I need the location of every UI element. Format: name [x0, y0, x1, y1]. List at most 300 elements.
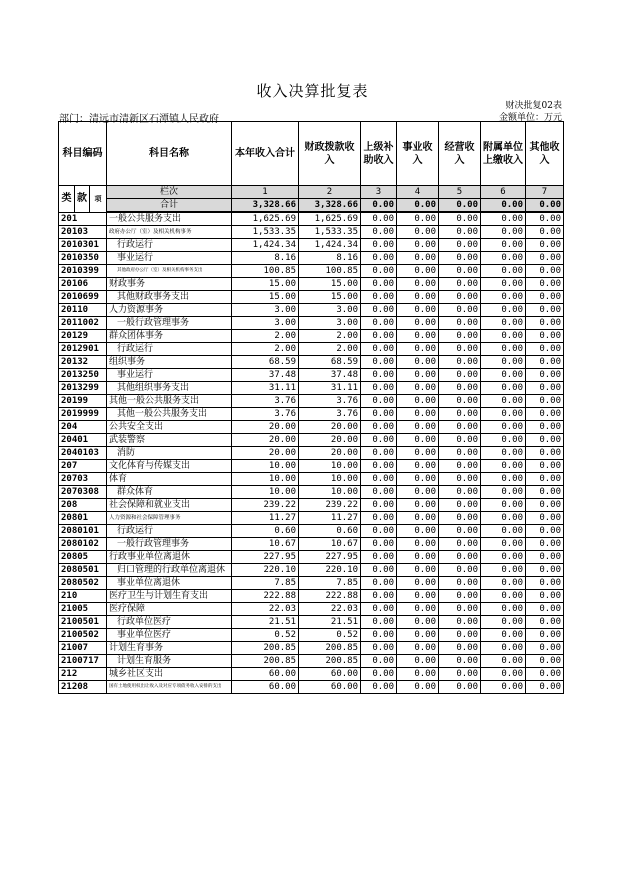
amount-cell: 0.00 [361, 473, 397, 486]
table-row [59, 642, 564, 655]
amount-cell: 0.00 [397, 577, 439, 590]
amount-cell: 100.85 [299, 265, 361, 278]
col-number: 2 [299, 186, 361, 199]
subject-name: 事业单位医疗 [107, 629, 232, 642]
amount-cell: 0.00 [481, 512, 526, 525]
subject-name: 财政事务 [107, 278, 232, 291]
table-row [59, 356, 564, 369]
header-xiang: 项 [90, 186, 107, 213]
amount-cell: 0.00 [439, 642, 481, 655]
amount-cell: 0.00 [361, 382, 397, 395]
amount-cell: 0.00 [361, 616, 397, 629]
subject-name: 其他政府办公厅（室）及相关机构事务支出 [107, 265, 232, 278]
subject-name: 国有土地使用权出让收入及对应专项债务收入安排的支出 [107, 681, 232, 694]
subject-name: 事业运行 [107, 252, 232, 265]
amount-cell: 239.22 [232, 499, 299, 512]
amount-cell: 10.67 [232, 538, 299, 551]
amount-cell: 0.00 [526, 330, 564, 343]
amount-cell: 0.00 [481, 655, 526, 668]
amount-cell: 0.00 [361, 317, 397, 330]
table-row [59, 343, 564, 356]
table-row [59, 499, 564, 512]
subject-name: 行政运行 [107, 239, 232, 252]
amount-cell: 0.00 [439, 252, 481, 265]
amount-cell: 200.85 [232, 642, 299, 655]
total-value: 0.00 [439, 199, 481, 213]
amount-cell: 227.95 [299, 551, 361, 564]
subject-code: 20801 [59, 512, 107, 525]
amount-cell: 0.00 [361, 226, 397, 239]
subject-name: 武装警察 [107, 434, 232, 447]
amount-cell: 0.00 [361, 330, 397, 343]
amount-cell: 7.85 [232, 577, 299, 590]
col-number: 1 [232, 186, 299, 199]
amount-cell: 0.00 [397, 551, 439, 564]
amount-cell: 200.85 [299, 642, 361, 655]
amount-cell: 0.00 [526, 486, 564, 499]
amount-cell: 0.00 [361, 212, 397, 226]
amount-cell: 0.00 [526, 369, 564, 382]
subject-name: 公共安全支出 [107, 421, 232, 434]
amount-cell: 1,424.34 [232, 239, 299, 252]
subject-code: 2080102 [59, 538, 107, 551]
amount-cell: 0.00 [361, 642, 397, 655]
table-row [59, 460, 564, 473]
header-col: 事业收入 [397, 122, 439, 186]
amount-cell: 0.00 [397, 317, 439, 330]
amount-cell: 0.00 [397, 212, 439, 226]
amount-cell: 0.00 [361, 265, 397, 278]
subject-code: 20703 [59, 473, 107, 486]
subject-code: 2010350 [59, 252, 107, 265]
amount-cell: 0.00 [439, 291, 481, 304]
amount-cell: 0.00 [526, 603, 564, 616]
amount-cell: 0.00 [481, 408, 526, 421]
amount-cell: 20.00 [232, 421, 299, 434]
amount-cell: 3.00 [299, 304, 361, 317]
header-col: 本年收入合计 [232, 122, 299, 186]
amount-cell: 0.00 [397, 252, 439, 265]
amount-cell: 3.00 [299, 317, 361, 330]
amount-cell: 0.00 [361, 408, 397, 421]
amount-cell: 0.00 [481, 525, 526, 538]
amount-cell: 0.00 [526, 512, 564, 525]
amount-cell: 0.00 [361, 486, 397, 499]
amount-cell: 0.00 [526, 304, 564, 317]
amount-cell: 0.00 [481, 239, 526, 252]
amount-cell: 0.00 [439, 421, 481, 434]
amount-cell: 0.00 [439, 395, 481, 408]
amount-cell: 0.00 [361, 577, 397, 590]
amount-cell: 0.00 [481, 668, 526, 681]
amount-cell: 0.00 [481, 616, 526, 629]
amount-cell: 0.00 [481, 421, 526, 434]
amount-cell: 0.00 [439, 278, 481, 291]
subject-name: 其他组织事务支出 [107, 382, 232, 395]
amount-cell: 60.00 [232, 668, 299, 681]
amount-cell: 0.52 [299, 629, 361, 642]
amount-cell: 0.00 [439, 499, 481, 512]
amount-cell: 20.00 [232, 434, 299, 447]
amount-cell: 0.00 [361, 681, 397, 694]
table-row [59, 525, 564, 538]
table-row [59, 603, 564, 616]
subject-code: 2019999 [59, 408, 107, 421]
subject-code: 2100502 [59, 629, 107, 642]
amount-cell: 0.00 [361, 499, 397, 512]
amount-cell: 0.52 [232, 629, 299, 642]
header-col: 上级补助收入 [361, 122, 397, 186]
subject-code: 20129 [59, 330, 107, 343]
subject-code: 2080502 [59, 577, 107, 590]
table-row [59, 265, 564, 278]
table-row [59, 629, 564, 642]
subject-name: 人力资源和社会保障管理事务 [107, 512, 232, 525]
subject-name: 社会保障和就业支出 [107, 499, 232, 512]
amount-cell: 0.00 [439, 356, 481, 369]
amount-cell: 0.00 [481, 590, 526, 603]
amount-cell: 1,424.34 [299, 239, 361, 252]
table-row [59, 681, 564, 694]
amount-cell: 10.00 [232, 473, 299, 486]
amount-cell: 227.95 [232, 551, 299, 564]
amount-cell: 0.00 [397, 382, 439, 395]
amount-cell: 0.00 [439, 668, 481, 681]
subject-name: 城乡社区支出 [107, 668, 232, 681]
table-row [59, 655, 564, 668]
amount-cell: 0.00 [439, 538, 481, 551]
table-row [59, 421, 564, 434]
amount-cell: 0.00 [361, 603, 397, 616]
amount-cell: 2.00 [232, 330, 299, 343]
amount-cell: 0.00 [397, 655, 439, 668]
col-number: 5 [439, 186, 481, 199]
amount-cell: 0.00 [439, 369, 481, 382]
amount-cell: 0.00 [361, 512, 397, 525]
amount-unit-label: 金额单位：万元 [498, 113, 562, 123]
table-row [59, 447, 564, 460]
amount-cell: 60.00 [299, 668, 361, 681]
amount-cell: 0.00 [439, 317, 481, 330]
amount-cell: 0.00 [439, 681, 481, 694]
amount-cell: 0.00 [361, 395, 397, 408]
amount-cell: 0.00 [526, 265, 564, 278]
amount-cell: 0.00 [439, 655, 481, 668]
amount-cell: 10.00 [299, 486, 361, 499]
amount-cell: 31.11 [232, 382, 299, 395]
amount-cell: 0.00 [526, 499, 564, 512]
amount-cell: 0.00 [397, 629, 439, 642]
amount-cell: 0.00 [481, 226, 526, 239]
subject-code: 20103 [59, 226, 107, 239]
table-row [59, 226, 564, 239]
amount-cell: 2.00 [299, 330, 361, 343]
subject-code: 2011002 [59, 317, 107, 330]
amount-cell: 0.00 [481, 212, 526, 226]
subject-code: 208 [59, 499, 107, 512]
amount-cell: 0.00 [439, 564, 481, 577]
amount-cell: 0.00 [439, 486, 481, 499]
amount-cell: 0.00 [439, 525, 481, 538]
amount-cell: 0.00 [481, 382, 526, 395]
amount-cell: 0.00 [397, 434, 439, 447]
amount-cell: 0.00 [481, 278, 526, 291]
table-row [59, 577, 564, 590]
amount-cell: 0.00 [481, 473, 526, 486]
amount-cell: 0.00 [439, 265, 481, 278]
amount-cell: 0.00 [439, 551, 481, 564]
total-value: 3,328.66 [299, 199, 361, 213]
amount-cell: 60.00 [299, 681, 361, 694]
amount-cell: 0.00 [397, 525, 439, 538]
lanci-label: 栏次 [107, 186, 232, 199]
subject-code: 2080501 [59, 564, 107, 577]
amount-cell: 0.00 [397, 304, 439, 317]
amount-cell: 0.00 [481, 447, 526, 460]
table-row [59, 538, 564, 551]
amount-cell: 0.00 [481, 304, 526, 317]
amount-cell: 0.00 [361, 655, 397, 668]
amount-cell: 0.00 [526, 421, 564, 434]
total-value: 0.00 [481, 199, 526, 213]
amount-cell: 0.00 [526, 239, 564, 252]
amount-cell: 20.00 [299, 434, 361, 447]
subject-code: 20199 [59, 395, 107, 408]
subject-name: 行政事业单位离退休 [107, 551, 232, 564]
total-label: 合计 [107, 199, 232, 213]
page-title: 收入决算批复表 [256, 82, 369, 100]
table-row [59, 395, 564, 408]
amount-cell: 0.00 [439, 473, 481, 486]
amount-cell: 0.00 [481, 577, 526, 590]
subject-code: 21208 [59, 681, 107, 694]
subject-code: 2013250 [59, 369, 107, 382]
amount-cell: 0.00 [439, 577, 481, 590]
col-number: 4 [397, 186, 439, 199]
amount-cell: 1,533.35 [232, 226, 299, 239]
amount-cell: 0.00 [481, 499, 526, 512]
header-col: 其他收入 [526, 122, 564, 186]
amount-cell: 22.03 [299, 603, 361, 616]
amount-cell: 0.00 [481, 681, 526, 694]
amount-cell: 20.00 [299, 421, 361, 434]
amount-cell: 15.00 [232, 291, 299, 304]
amount-cell: 3.76 [232, 408, 299, 421]
amount-cell: 0.00 [439, 512, 481, 525]
amount-cell: 0.00 [481, 642, 526, 655]
subject-code: 2100717 [59, 655, 107, 668]
amount-cell: 0.00 [481, 564, 526, 577]
table-row [59, 473, 564, 486]
subject-code: 207 [59, 460, 107, 473]
amount-cell: 220.10 [299, 564, 361, 577]
amount-cell: 7.85 [299, 577, 361, 590]
amount-cell: 10.00 [232, 460, 299, 473]
amount-cell: 0.00 [397, 499, 439, 512]
amount-cell: 100.85 [232, 265, 299, 278]
col-number: 3 [361, 186, 397, 199]
amount-cell: 20.00 [232, 447, 299, 460]
amount-cell: 0.00 [526, 291, 564, 304]
table-row [59, 616, 564, 629]
amount-cell: 0.00 [397, 616, 439, 629]
amount-cell: 3.00 [232, 304, 299, 317]
amount-cell: 11.27 [232, 512, 299, 525]
amount-cell: 0.00 [361, 629, 397, 642]
amount-cell: 0.00 [481, 252, 526, 265]
amount-cell: 0.00 [397, 408, 439, 421]
subject-code: 2080101 [59, 525, 107, 538]
amount-cell: 0.00 [439, 226, 481, 239]
amount-cell: 0.00 [481, 369, 526, 382]
amount-cell: 0.00 [439, 629, 481, 642]
subject-name: 人力资源事务 [107, 304, 232, 317]
amount-cell: 0.00 [439, 304, 481, 317]
subject-code: 2010699 [59, 291, 107, 304]
header-col: 财政拨款收入 [299, 122, 361, 186]
subject-name: 一般行政管理事务 [107, 317, 232, 330]
amount-cell: 0.00 [397, 330, 439, 343]
amount-cell: 10.67 [299, 538, 361, 551]
amount-cell: 0.00 [526, 356, 564, 369]
subject-name: 群众体育 [107, 486, 232, 499]
amount-cell: 15.00 [232, 278, 299, 291]
amount-cell: 0.00 [526, 668, 564, 681]
subject-name: 行政运行 [107, 343, 232, 356]
amount-cell: 0.00 [361, 252, 397, 265]
subject-name: 医疗卫生与计划生育支出 [107, 590, 232, 603]
amount-cell: 0.00 [397, 460, 439, 473]
amount-cell: 0.00 [361, 356, 397, 369]
amount-cell: 0.00 [526, 408, 564, 421]
amount-cell: 0.00 [481, 551, 526, 564]
amount-cell: 0.00 [526, 577, 564, 590]
amount-cell: 0.00 [397, 564, 439, 577]
subject-code: 20110 [59, 304, 107, 317]
amount-cell: 10.00 [299, 460, 361, 473]
amount-cell: 68.59 [299, 356, 361, 369]
amount-cell: 10.00 [232, 486, 299, 499]
amount-cell: 0.00 [397, 226, 439, 239]
amount-cell: 0.00 [361, 369, 397, 382]
amount-cell: 0.00 [439, 382, 481, 395]
amount-cell: 22.03 [232, 603, 299, 616]
subject-code: 2010301 [59, 239, 107, 252]
table-row [59, 304, 564, 317]
department-label: 部门：清远市清新区石潭镇人民政府 [59, 114, 219, 125]
amount-cell: 0.00 [526, 655, 564, 668]
amount-cell: 0.00 [526, 590, 564, 603]
subject-code: 20805 [59, 551, 107, 564]
amount-cell: 0.00 [397, 421, 439, 434]
amount-cell: 3.76 [299, 395, 361, 408]
amount-cell: 0.00 [526, 564, 564, 577]
amount-cell: 1,625.69 [232, 212, 299, 226]
subject-code: 201 [59, 212, 107, 226]
table-row [59, 486, 564, 499]
amount-cell: 0.00 [439, 603, 481, 616]
subject-name: 事业单位离退休 [107, 577, 232, 590]
amount-cell: 0.00 [526, 226, 564, 239]
subject-name: 事业运行 [107, 369, 232, 382]
table-row [59, 382, 564, 395]
table-row [59, 291, 564, 304]
table-row [59, 317, 564, 330]
amount-cell: 0.60 [232, 525, 299, 538]
subject-name: 行政运行 [107, 525, 232, 538]
subject-name: 文化体育与传媒支出 [107, 460, 232, 473]
amount-cell: 0.00 [397, 343, 439, 356]
subject-name: 计划生育服务 [107, 655, 232, 668]
amount-cell: 220.10 [232, 564, 299, 577]
subject-code: 2012901 [59, 343, 107, 356]
amount-cell: 0.00 [361, 239, 397, 252]
header-name: 科目名称 [107, 122, 232, 186]
amount-cell: 0.00 [397, 590, 439, 603]
amount-cell: 0.00 [397, 265, 439, 278]
total-value: 0.00 [361, 199, 397, 213]
total-value: 0.00 [397, 199, 439, 213]
amount-cell: 0.00 [361, 278, 397, 291]
table-row [59, 239, 564, 252]
amount-cell: 15.00 [299, 291, 361, 304]
amount-cell: 0.00 [397, 486, 439, 499]
amount-cell: 0.00 [439, 330, 481, 343]
subject-code: 2070308 [59, 486, 107, 499]
amount-cell: 0.00 [481, 538, 526, 551]
amount-cell: 0.00 [526, 343, 564, 356]
table-row [59, 551, 564, 564]
amount-cell: 1,533.35 [299, 226, 361, 239]
amount-cell: 68.59 [232, 356, 299, 369]
subject-name: 一般行政管理事务 [107, 538, 232, 551]
table-row [59, 564, 564, 577]
amount-cell: 37.48 [299, 369, 361, 382]
subject-code: 21007 [59, 642, 107, 655]
amount-cell: 239.22 [299, 499, 361, 512]
amount-cell: 10.00 [299, 473, 361, 486]
amount-cell: 0.00 [526, 473, 564, 486]
amount-cell: 0.00 [361, 421, 397, 434]
amount-cell: 15.00 [299, 278, 361, 291]
amount-cell: 3.00 [232, 317, 299, 330]
amount-cell: 0.00 [397, 291, 439, 304]
header-kuan: 款 [75, 186, 90, 213]
amount-cell: 0.00 [361, 460, 397, 473]
amount-cell: 60.00 [232, 681, 299, 694]
amount-cell: 0.00 [526, 551, 564, 564]
amount-cell: 20.00 [299, 447, 361, 460]
amount-cell: 0.00 [526, 681, 564, 694]
form-number: 财决批复02表 [505, 101, 562, 111]
amount-cell: 0.00 [439, 590, 481, 603]
table-row [59, 590, 564, 603]
amount-cell: 0.00 [481, 356, 526, 369]
amount-cell: 0.00 [481, 486, 526, 499]
amount-cell: 0.00 [481, 629, 526, 642]
subject-name: 政府办公厅（室）及相关机构事务 [107, 226, 232, 239]
amount-cell: 0.00 [526, 447, 564, 460]
amount-cell: 21.51 [299, 616, 361, 629]
amount-cell: 0.00 [361, 525, 397, 538]
table-row [59, 278, 564, 291]
amount-cell: 0.00 [361, 590, 397, 603]
amount-cell: 0.00 [439, 239, 481, 252]
amount-cell: 0.00 [397, 356, 439, 369]
amount-cell: 0.00 [361, 343, 397, 356]
amount-cell: 0.00 [397, 447, 439, 460]
revenue-table [58, 121, 564, 694]
